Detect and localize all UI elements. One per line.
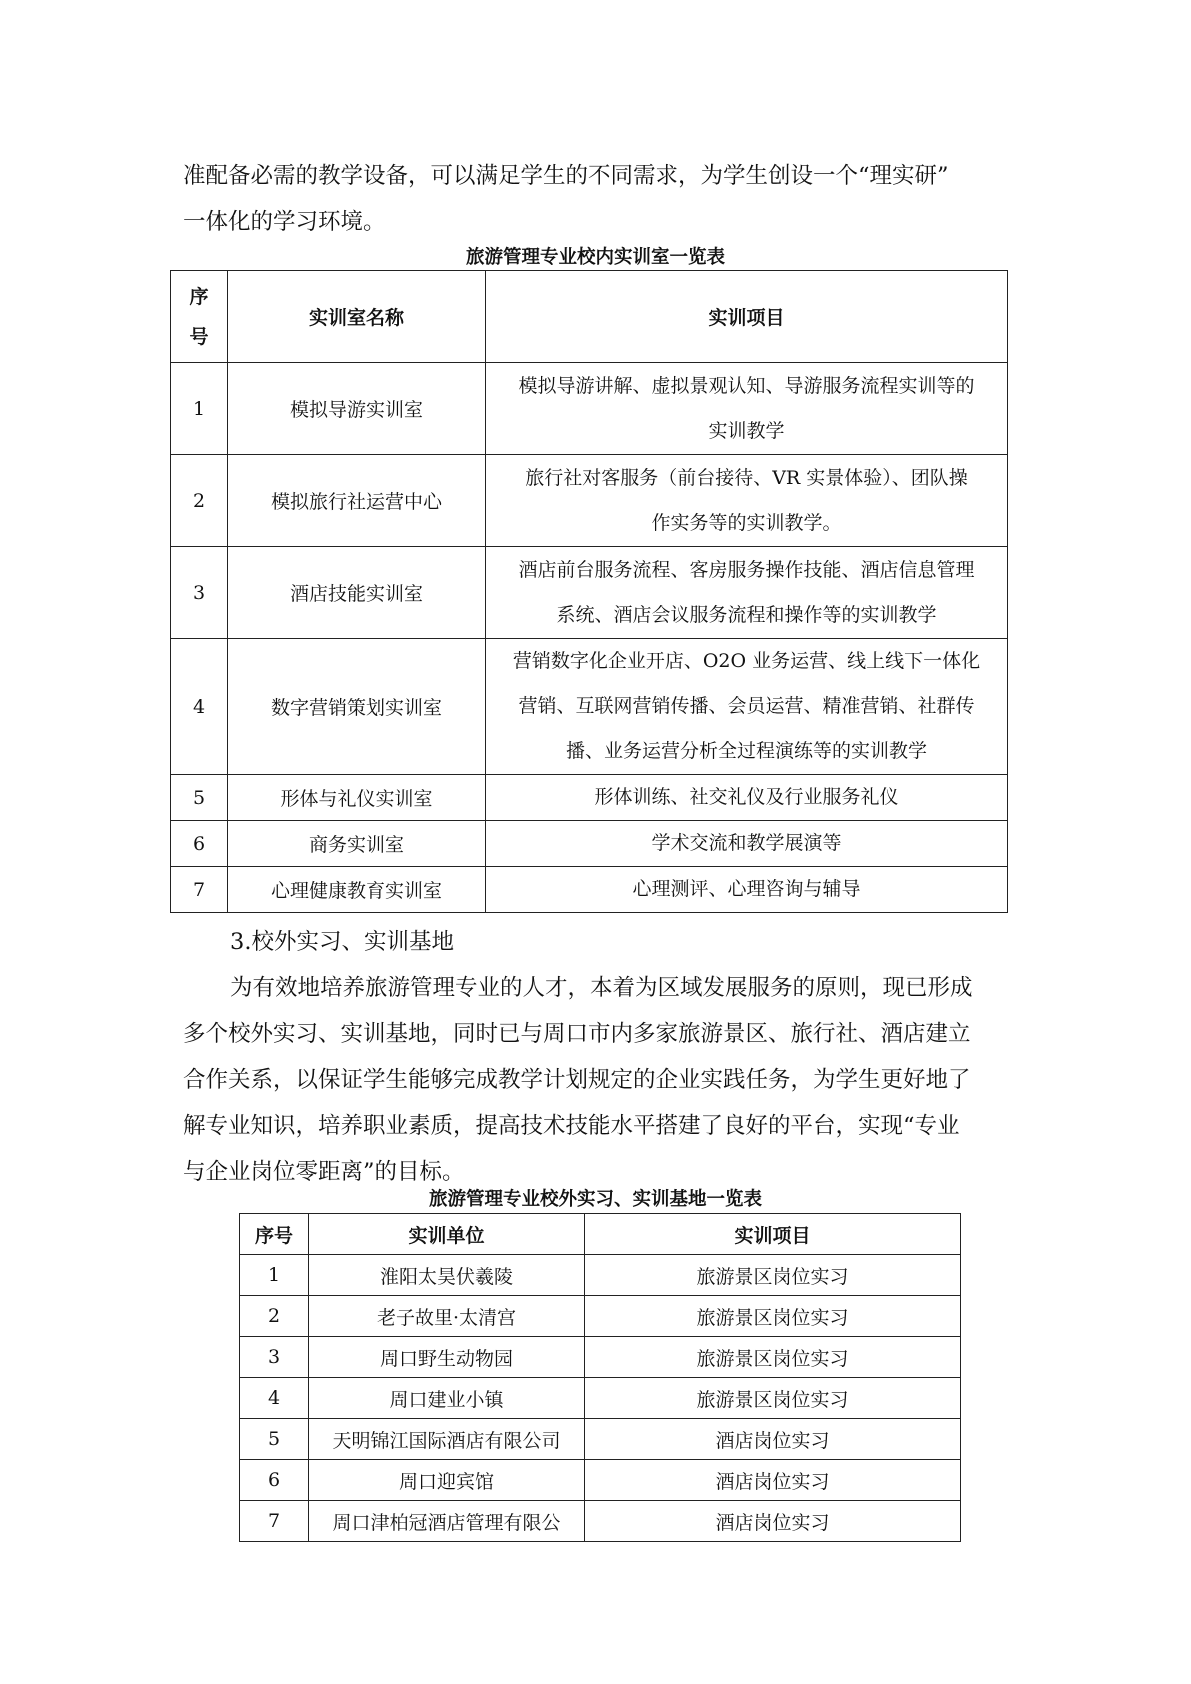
table-row [171,867,1008,913]
lab-row-name: 模拟旅行社运营中心 [228,455,486,547]
section3-line: 解专业知识，培养职业素质，提高技术技能水平搭建了良好的平台，实现“专业 [183,1113,960,1139]
table-row [240,1337,961,1378]
base-row-index: 2 [240,1296,309,1337]
base-row-unit: 周口建业小镇 [309,1378,585,1419]
base-row-index: 7 [240,1501,309,1542]
lab-row-index: 2 [171,455,228,547]
lab-row-name: 商务实训室 [228,821,486,867]
table-row [240,1419,961,1460]
lab-row-name: 形体与礼仪实训室 [228,775,486,821]
base-row-unit: 周口津柏冠酒店管理有限公 [309,1501,585,1542]
base-row-unit: 淮阳太昊伏羲陵 [309,1255,585,1296]
lab-row-index: 3 [171,547,228,639]
lab-row-items-line: 播、业务运营分析全过程演练等的实训教学 [565,740,927,762]
section3-line: 合作关系，以保证学生能够完成教学计划规定的企业实践任务，为学生更好地了 [183,1067,971,1093]
table-row [171,363,1008,455]
lab-row-index: 6 [171,821,228,867]
base-row-unit: 天明锦江国际酒店有限公司 [309,1419,585,1460]
lab-table [170,270,1008,913]
lab-row-items-line: 实训教学 [708,419,785,442]
lab-row-items [486,867,1008,913]
lab-row-items-line: 旅行社对客服务（前台接待、VR 实景体验）、团队操 [525,466,968,489]
lab-row-items [486,639,1008,775]
lab-row-name: 数字营销策划实训室 [228,639,486,775]
section3-line: 为有效地培养旅游管理专业的人才，本着为区域发展服务的原则，现已形成 [230,975,973,1001]
lab-row-items-line: 系统、酒店会议服务流程和操作等的实训教学 [556,603,937,626]
lab-row-items [486,775,1008,821]
base-row-items: 酒店岗位实习 [585,1419,961,1460]
lab-table-header-row [171,271,1008,363]
lab-row-name: 酒店技能实训室 [228,547,486,639]
intro-line-2: 一体化的学习环境。 [183,209,386,235]
lab-row-index: 5 [171,775,228,821]
base-row-items: 旅游景区岗位实习 [585,1296,961,1337]
base-table [239,1213,961,1542]
lab-row-items [486,821,1008,867]
base-row-items: 旅游景区岗位实习 [585,1255,961,1296]
section3-heading: 3.校外实习、实训基地 [230,929,454,955]
table-row [240,1501,961,1542]
lab-row-items [486,363,1008,455]
table-row [240,1378,961,1419]
table-row [171,775,1008,821]
base-row-index: 3 [240,1337,309,1378]
base-table-caption: 旅游管理专业校外实习、实训基地一览表 [428,1189,762,1210]
intro-line-1: 准配备必需的教学设备，可以满足学生的不同需求，为学生创设一个“理实研” [183,163,949,189]
table-row [240,1255,961,1296]
table-row [240,1460,961,1501]
base-table-body [240,1255,961,1542]
section3-line: 与企业岗位零距离”的目标。 [183,1159,465,1185]
lab-row-index: 7 [171,867,228,913]
lab-row-items-line: 酒店前台服务流程、客房服务操作技能、酒店信息管理 [518,558,975,581]
base-header-index: 序号 [240,1214,309,1255]
table-row [171,639,1008,775]
lab-row-items-line: 作实务等的实训教学。 [651,511,842,534]
lab-table-body [171,363,1008,913]
base-row-items: 旅游景区岗位实习 [585,1378,961,1419]
base-row-index: 5 [240,1419,309,1460]
lab-row-items-line: 学术交流和教学展演等 [651,832,842,854]
lab-header-name: 实训室名称 [228,271,486,363]
base-row-unit: 老子故里·太清宫 [309,1296,585,1337]
lab-row-items-line: 形体训练、社交礼仪及行业服务礼仪 [594,786,899,808]
base-header-items: 实训项目 [585,1214,961,1255]
base-row-items: 酒店岗位实习 [585,1460,961,1501]
base-row-index: 6 [240,1460,309,1501]
lab-header-index-text: 序号 [189,285,209,348]
lab-row-index: 4 [171,639,228,775]
lab-row-items-line: 模拟导游讲解、虚拟景观认知、导游服务流程实训等的 [518,374,975,397]
lab-row-items [486,547,1008,639]
lab-row-items-line: 营销数字化企业开店、O2O 业务运营、线上线下一体化 [512,650,981,672]
base-row-index: 1 [240,1255,309,1296]
lab-row-items [486,455,1008,547]
lab-row-items-line: 营销、互联网营销传播、会员运营、精准营销、社群传 [518,695,975,717]
table-row [171,455,1008,547]
lab-row-name: 心理健康教育实训室 [228,867,486,913]
table-row [240,1296,961,1337]
lab-header-items: 实训项目 [486,271,1008,363]
base-row-index: 4 [240,1378,309,1419]
lab-header-index [171,271,228,363]
base-row-unit: 周口野生动物园 [309,1337,585,1378]
lab-row-index: 1 [171,363,228,455]
section3-line: 多个校外实习、实训基地，同时已与周口市内多家旅游景区、旅行社、酒店建立 [183,1021,971,1047]
lab-table-caption: 旅游管理专业校内实训室一览表 [465,247,725,268]
base-row-unit: 周口迎宾馆 [309,1460,585,1501]
base-table-header-row [240,1214,961,1255]
base-row-items: 酒店岗位实习 [585,1501,961,1542]
table-row [171,821,1008,867]
base-header-unit: 实训单位 [309,1214,585,1255]
lab-row-items-line: 心理测评、心理咨询与辅导 [632,878,861,900]
base-row-items: 旅游景区岗位实习 [585,1337,961,1378]
table-row [171,547,1008,639]
lab-row-name: 模拟导游实训室 [228,363,486,455]
